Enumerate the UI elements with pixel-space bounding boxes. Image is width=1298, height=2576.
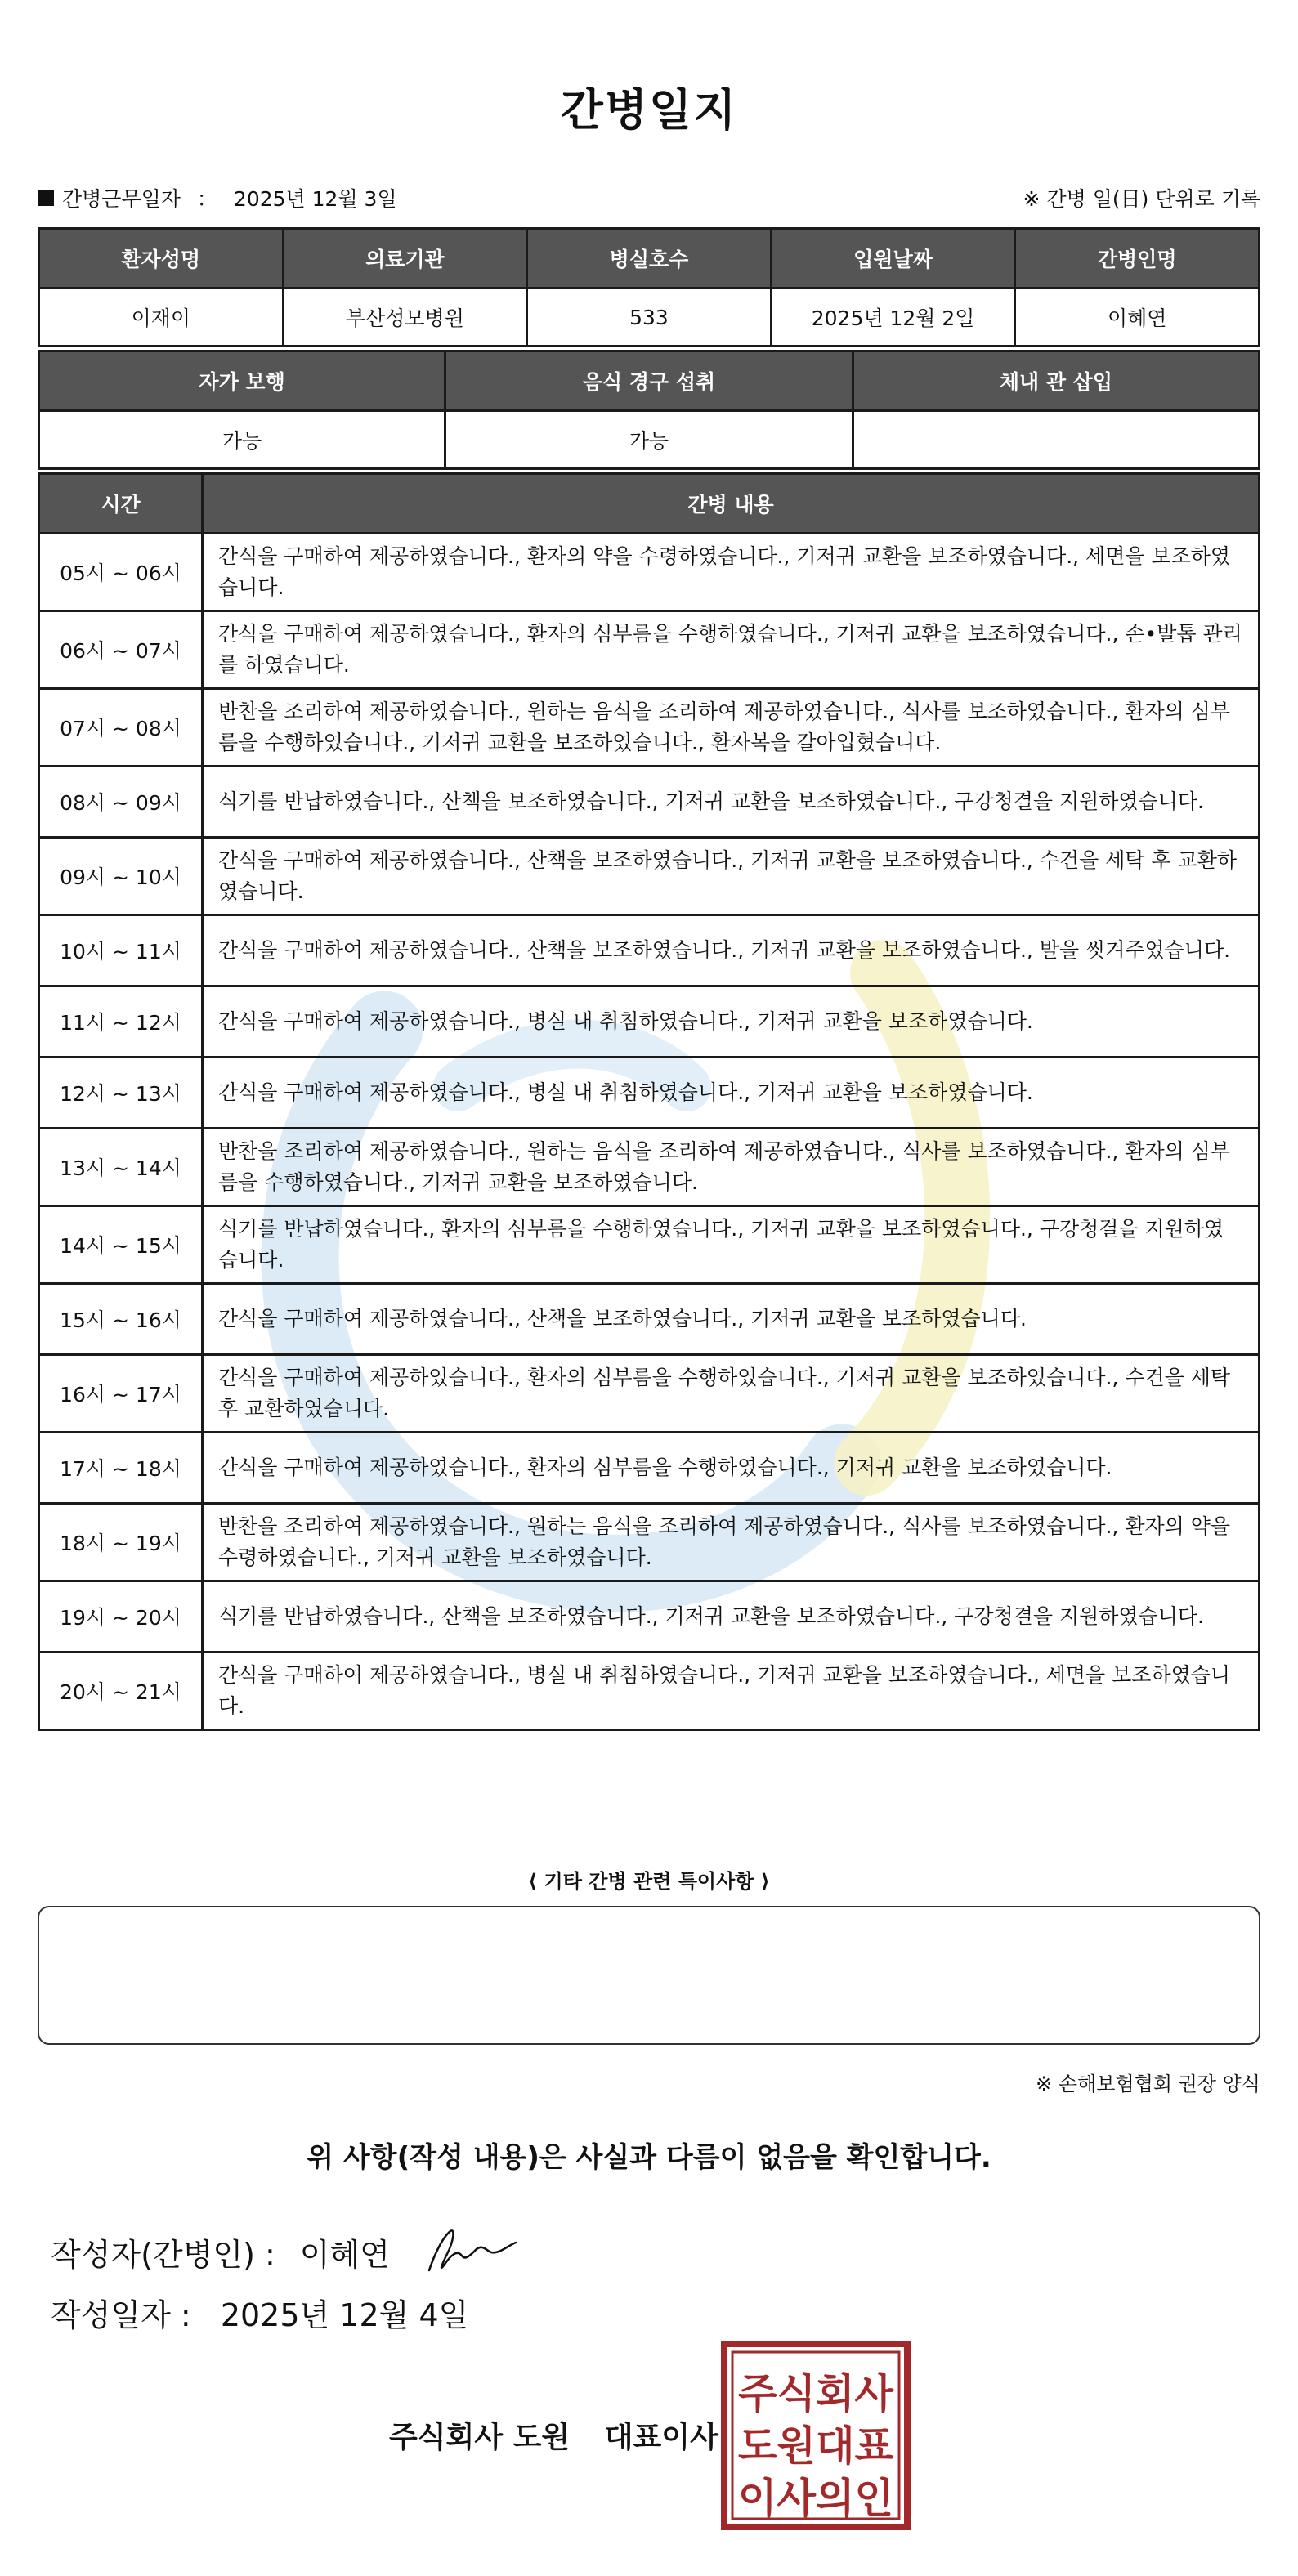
- table-row: [39, 1504, 1260, 1581]
- writer-label: 작성자(간병인) :: [51, 2236, 275, 2273]
- admission-date: 2025년 12월 2일: [771, 288, 1015, 347]
- time-cell: 12시 ~ 13시: [39, 1058, 203, 1129]
- company-line: [389, 2414, 718, 2456]
- caregiver-name: 이혜연: [1015, 288, 1260, 347]
- confirm-statement: 위 사항(작성 내용)은 사실과 다름이 없음을 확인합니다.: [307, 2141, 991, 2174]
- table-row: [39, 1355, 1260, 1433]
- care-content-cell: 반찬을 조리하여 제공하였습니다., 원하는 음식을 조리하여 제공하였습니다., 식사를 보조하였습니다., 환자의 심부름을 수행하였습니다., 기저귀 교환을 보조하였습니다., 환자복을 갈아입혔습니다.: [203, 689, 1260, 767]
- care-log-table: [38, 472, 1260, 1731]
- recommend-note: ※ 손해보험협회 권장 양식: [1036, 2073, 1260, 2095]
- table-row: [39, 288, 1260, 347]
- meta-row: [38, 183, 1260, 216]
- walking-value: 가능: [39, 411, 445, 469]
- notes-box: [38, 1906, 1260, 2045]
- care-content-cell: 간식을 구매하여 제공하였습니다., 환자의 심부름을 수행하였습니다., 기저귀 교환을 보조하였습니다., 손•발톱 관리를 하였습니다.: [203, 611, 1260, 689]
- work-date-colon: ：: [196, 187, 217, 211]
- time-cell: 20시 ~ 21시: [39, 1652, 203, 1730]
- time-cell: 16시 ~ 17시: [39, 1355, 203, 1433]
- time-cell: 05시 ~ 06시: [39, 534, 203, 611]
- table-row: [39, 915, 1260, 986]
- table-row: [39, 611, 1260, 689]
- notes-title: ⟨ 기타 간병 관련 특이사항 ⟩: [528, 1870, 770, 1893]
- time-cell: 13시 ~ 14시: [39, 1129, 203, 1206]
- header-admission-date: 입원날짜: [771, 229, 1015, 288]
- work-date: [38, 183, 397, 212]
- table-header-row: [39, 229, 1260, 288]
- table-row: [39, 534, 1260, 611]
- seal-text: 이사의인: [738, 2475, 893, 2522]
- table-row: [39, 1284, 1260, 1355]
- write-date-line: [51, 2290, 468, 2335]
- write-date-label: 작성일자 :: [51, 2297, 191, 2333]
- care-log-body: [39, 534, 1260, 1730]
- work-date-value: 2025년 12월 3일: [233, 187, 397, 211]
- care-content-cell: 간식을 구매하여 제공하였습니다., 환자의 심부름을 수행하였습니다., 기저귀 교환을 보조하였습니다., 수건을 세탁 후 교환하였습니다.: [203, 1355, 1260, 1433]
- table-row: [39, 1433, 1260, 1504]
- care-content-cell: 간식을 구매하여 제공하였습니다., 환자의 약을 수령하였습니다., 기저귀 교환을 보조하였습니다., 세면을 보조하였습니다.: [203, 534, 1260, 611]
- header-caregiver-name: 간병인명: [1015, 229, 1260, 288]
- header-care-content: 간병 내용: [203, 474, 1260, 534]
- signature-icon: [423, 2223, 521, 2280]
- header-walking: 자가 보행: [39, 351, 445, 411]
- write-date-value: 2025년 12월 4일: [220, 2297, 469, 2333]
- care-content-cell: 반찬을 조리하여 제공하였습니다., 원하는 음식을 조리하여 제공하였습니다., 식사를 보조하였습니다., 환자의 심부름을 수행하였습니다., 기저귀 교환을 보조하였습니다.: [203, 1129, 1260, 1206]
- room-number: 533: [527, 288, 772, 347]
- time-cell: 07시 ~ 08시: [39, 689, 203, 767]
- care-content-cell: 간식을 구매하여 제공하였습니다., 병실 내 취침하였습니다., 기저귀 교환을 보조하였습니다.: [203, 986, 1260, 1058]
- oral-intake-value: 가능: [445, 411, 853, 469]
- header-patient-name: 환자성명: [39, 229, 284, 288]
- table-row: [39, 767, 1260, 838]
- table-row: [39, 1058, 1260, 1129]
- header-room: 병실호수: [527, 229, 772, 288]
- patient-status-table: [38, 350, 1260, 470]
- table-row: [39, 411, 1260, 469]
- table-row: [39, 1129, 1260, 1206]
- writer-line: [51, 2223, 521, 2280]
- time-cell: 10시 ~ 11시: [39, 915, 203, 986]
- time-cell: 08시 ~ 09시: [39, 767, 203, 838]
- square-bullet-icon: [38, 190, 54, 206]
- tube-insertion-value: [853, 411, 1259, 469]
- care-content-cell: 식기를 반납하였습니다., 산책을 보조하였습니다., 기저귀 교환을 보조하였습니다., 구강청결을 지원하였습니다.: [203, 1581, 1260, 1652]
- table-header-row: [39, 351, 1260, 411]
- company-seal-icon: [721, 2341, 911, 2530]
- header-time: 시간: [39, 474, 203, 534]
- table-row: [39, 1652, 1260, 1730]
- time-cell: 19시 ~ 20시: [39, 1581, 203, 1652]
- table-row: [39, 689, 1260, 767]
- header-hospital: 의료기관: [283, 229, 527, 288]
- header-oral-intake: 음식 경구 섭취: [445, 351, 853, 411]
- time-cell: 09시 ~ 10시: [39, 838, 203, 915]
- seal-text: 도원대표: [738, 2422, 894, 2470]
- care-content-cell: 간식을 구매하여 제공하였습니다., 병실 내 취침하였습니다., 기저귀 교환을 보조하였습니다., 세면을 보조하였습니다.: [203, 1652, 1260, 1730]
- table-row: [39, 986, 1260, 1058]
- time-cell: 17시 ~ 18시: [39, 1433, 203, 1504]
- writer-name: 이혜연: [299, 2236, 390, 2273]
- time-cell: 14시 ~ 15시: [39, 1206, 203, 1284]
- time-cell: 18시 ~ 19시: [39, 1504, 203, 1581]
- care-content-cell: 식기를 반납하였습니다., 환자의 심부름을 수행하였습니다., 기저귀 교환을 보조하였습니다., 구강청결을 지원하였습니다.: [203, 1206, 1260, 1284]
- hospital-name: 부산성모병원: [283, 288, 527, 347]
- table-row: [39, 1206, 1260, 1284]
- care-content-cell: 간식을 구매하여 제공하였습니다., 병실 내 취침하였습니다., 기저귀 교환을 보조하였습니다.: [203, 1058, 1260, 1129]
- care-content-cell: 반찬을 조리하여 제공하였습니다., 원하는 음식을 조리하여 제공하였습니다., 식사를 보조하였습니다., 환자의 약을 수령하였습니다., 기저귀 교환을 보조하였습니다.: [203, 1504, 1260, 1581]
- ceo-label: 대표이사: [604, 2421, 718, 2454]
- time-cell: 06시 ~ 07시: [39, 611, 203, 689]
- care-content-cell: 간식을 구매하여 제공하였습니다., 산책을 보조하였습니다., 기저귀 교환을 보조하였습니다., 수건을 세탁 후 교환하였습니다.: [203, 838, 1260, 915]
- company-name: 주식회사 도원: [389, 2421, 571, 2454]
- table-header-row: [39, 474, 1260, 534]
- care-content-cell: 간식을 구매하여 제공하였습니다., 환자의 심부름을 수행하였습니다., 기저귀 교환을 보조하였습니다.: [203, 1433, 1260, 1504]
- care-content-cell: 간식을 구매하여 제공하였습니다., 산책을 보조하였습니다., 기저귀 교환을 보조하였습니다.: [203, 1284, 1260, 1355]
- seal-text: 주식회사: [738, 2370, 894, 2417]
- care-content-cell: 식기를 반납하였습니다., 산책을 보조하였습니다., 기저귀 교환을 보조하였습니다., 구강청결을 지원하였습니다.: [203, 767, 1260, 838]
- patient-info-table: [38, 227, 1260, 347]
- table-row: [39, 1581, 1260, 1652]
- work-date-label: 간병근무일자: [62, 187, 181, 211]
- care-content-cell: 간식을 구매하여 제공하였습니다., 산책을 보조하였습니다., 기저귀 교환을 보조하였습니다., 발을 씻겨주었습니다.: [203, 915, 1260, 986]
- header-tube-insertion: 체내 관 삽입: [853, 351, 1259, 411]
- patient-name: 이재이: [39, 288, 284, 347]
- time-cell: 11시 ~ 12시: [39, 986, 203, 1058]
- document-title: 간병일지: [560, 84, 738, 136]
- unit-note: ※ 간병 일(日) 단위로 기록: [1023, 187, 1260, 211]
- table-row: [39, 838, 1260, 915]
- time-cell: 15시 ~ 16시: [39, 1284, 203, 1355]
